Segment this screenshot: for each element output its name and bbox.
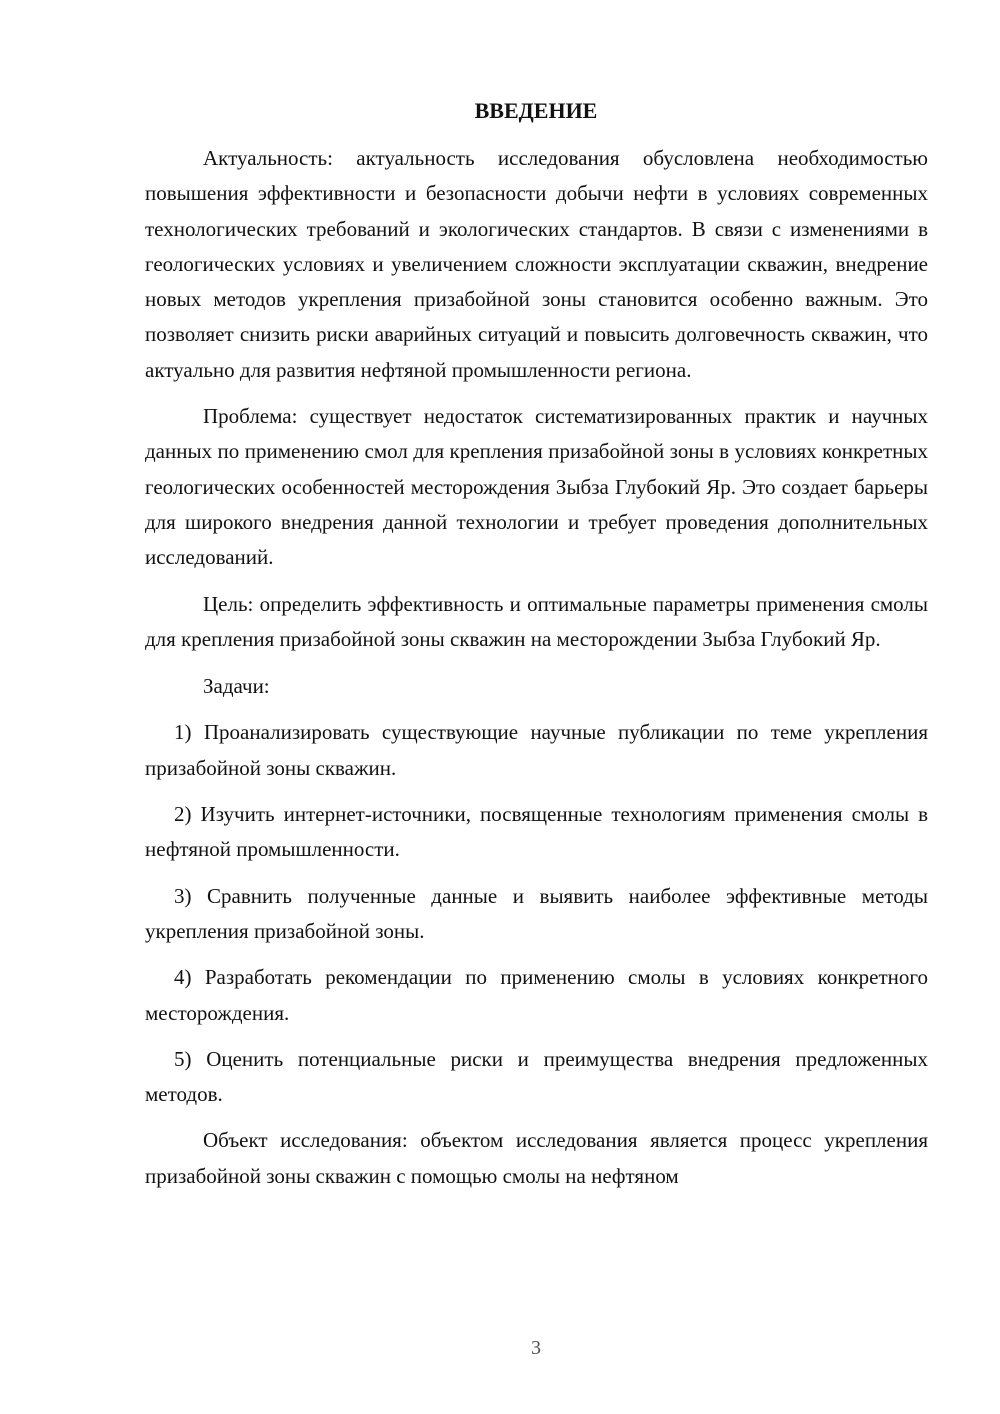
paragraph-problem: Проблема: существует недостаток систематизированных практик и научных данных по применению смол для крепления призабойной зоны в условиях конкретных геологических особенностей месторождения Зыбза Глубокий Яр. Это создает барьеры для широкого внедрения данной технологии и требует проведения дополнительных исследований. [145,404,928,570]
paragraph-relevance: Актуальность: актуальность исследования обусловлена необходимостью повышения эффективности и безопасности добычи нефти в условиях современных технологических требований и экологических стандартов. В связи с изменениями в геологических условиях и увеличением сложности эксплуатации скважин, внедрение новых методов укрепления призабойной зоны становится особенно важным. Это позволяет снизить риски аварийных ситуаций и повысить долговечность скважин, что актуально для развития нефтяной промышленности региона. [145,146,928,382]
task-item: 2) Изучить интернет-источники, посвященные технологиям применения смолы в нефтяной промышленности. [145,802,928,862]
tasks-heading: Задачи: [203,674,270,699]
task-item: 3) Сравнить полученные данные и выявить наиболее эффективные методы укрепления призабойной зоны. [145,883,928,943]
task-item: 1) Проанализировать существующие научные публикации по теме укрепления призабойной зоны скважин. [145,720,928,780]
task-item: 5) Оценить потенциальные риски и преимущества внедрения предложенных методов. [145,1046,928,1107]
section-heading: ВВЕДЕНИЕ [474,98,598,123]
document-body [145,141,928,1194]
page-number: 3 [531,1337,541,1359]
paragraph-goal: Цель: определить эффективность и оптимальные параметры применения смолы для крепления призабойной зоны скважин на месторождении Зыбза Глубокий Яр. [145,591,928,651]
task-item: 4) Разработать рекомендации по применению смолы в условиях конкретного месторождения. [145,965,928,1025]
paragraph-object: Объект исследования: объектом исследования является процесс укрепления призабойной зоны скважин с помощью смолы на нефтяном [145,1128,928,1188]
